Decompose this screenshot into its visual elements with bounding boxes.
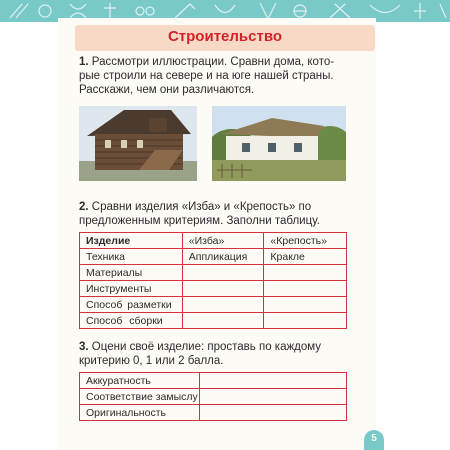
task-1-number: 1. — [79, 56, 89, 68]
task-1-line-1-text: Рассмотри иллюстрации. Сравни дома, кото- — [91, 56, 335, 68]
assessment-score-cell[interactable] — [199, 373, 346, 389]
table-cell-krepost[interactable] — [264, 265, 347, 281]
table-row — [80, 265, 347, 281]
left-margin — [0, 22, 58, 450]
page-number: 5 — [364, 430, 384, 450]
southern-house-image — [212, 106, 346, 181]
assessment-criterion: Соответствие замыслу — [80, 389, 200, 405]
assessment-score-cell[interactable] — [199, 405, 346, 421]
task-1-text — [79, 55, 347, 97]
table-cell-izba[interactable] — [182, 297, 264, 313]
task-1-line-2: рые строили на севере и на юге нашей страны. — [79, 70, 334, 82]
task-3-text — [79, 340, 347, 368]
task-1-line-3: Расскажи, чем они различаются. — [79, 84, 255, 96]
table-row — [80, 249, 347, 265]
assessment-score-cell[interactable] — [199, 389, 346, 405]
task-2-text — [79, 200, 347, 228]
header-cell-krepost: «Крепость» — [264, 233, 347, 249]
table-cell-criterion: Инструменты — [80, 281, 183, 297]
table-cell-criterion: Материалы — [80, 265, 183, 281]
right-margin — [376, 22, 450, 450]
task-3-line-2: критерию 0, 1 или 2 балла. — [79, 355, 224, 367]
header-cell-izba: «Изба» — [182, 233, 264, 249]
task-2-line-1 — [79, 200, 347, 214]
photo-southern-house — [212, 106, 346, 181]
table-row — [80, 389, 347, 405]
table-cell-criterion: Техника — [80, 249, 183, 265]
table-row — [80, 313, 347, 329]
table-cell-krepost[interactable] — [264, 297, 347, 313]
table-cell-krepost[interactable] — [264, 313, 347, 329]
task-2-line-1-text: Сравни изделия «Изба» и «Крепость» по — [91, 201, 312, 213]
task-3-number: 3. — [79, 341, 89, 353]
table-cell-krepost[interactable] — [264, 281, 347, 297]
table-row — [80, 373, 347, 389]
table-row — [80, 297, 347, 313]
self-assessment-table — [79, 372, 347, 421]
northern-house-image — [79, 106, 197, 181]
task-2-line-2: предложенным критериям. Заполни таблицу. — [79, 215, 320, 227]
table-header-row — [80, 233, 347, 249]
task-3-line-1 — [79, 340, 347, 354]
assessment-criterion: Аккуратность — [80, 373, 200, 389]
comparison-table — [79, 232, 347, 329]
table-cell-izba[interactable] — [182, 281, 264, 297]
photo-northern-house — [79, 106, 197, 181]
table-cell-krepost[interactable]: Кракле — [264, 249, 347, 265]
table-row — [80, 405, 347, 421]
table-cell-izba[interactable] — [182, 265, 264, 281]
page-title: Строительство — [167, 28, 283, 45]
task-3-line-1-text: Оцени своё изделие: проставь по каждому — [91, 341, 322, 353]
task-2-number: 2. — [79, 201, 89, 213]
header-cell-product: Изделие — [80, 233, 183, 249]
table-cell-criterion: Способ разметки — [80, 297, 183, 313]
task-1-line-1 — [79, 55, 347, 69]
title-banner — [75, 25, 375, 51]
table-cell-izba[interactable] — [182, 313, 264, 329]
assessment-criterion: Оригинальность — [80, 405, 200, 421]
table-row — [80, 281, 347, 297]
table-cell-criterion: Способ сборки — [80, 313, 183, 329]
table-cell-izba[interactable]: Аппликация — [182, 249, 264, 265]
